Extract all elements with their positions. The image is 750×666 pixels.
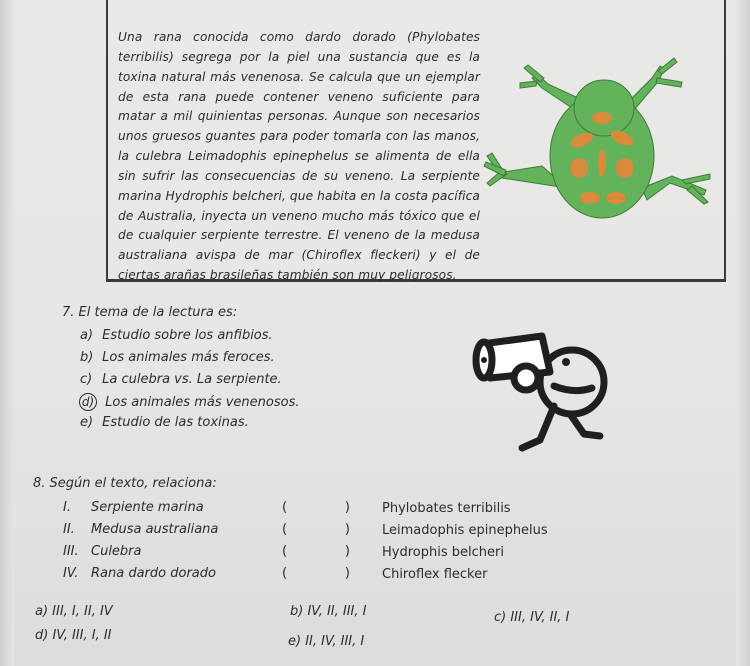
page-edge-left [0, 0, 14, 666]
paren-open: ( [282, 522, 288, 537]
page-edge-right [736, 0, 750, 666]
sci-name-terribilis: terribilis [118, 49, 169, 64]
reading-part-2: ) segrega por la piel una sustancia que es la toxina natural más venenosa. Se calcula que un ejemplar de esta rana puede contener veneno suficiente para matar a mil quinientas personas. Aunque son necesarios unos gruesos guantes para poder tomarla con las manos, la culebra [118, 49, 480, 164]
option-text: La culebra vs. La serpiente. [102, 372, 282, 387]
option-text: Estudio sobre los anfibios. [102, 328, 273, 343]
q7-stem: 7. El tema de la lectura es: [62, 305, 238, 320]
answer-option-d[interactable]: d) IV, III, I, II [35, 628, 112, 643]
reading-part-5: ) y el de ciertas arañas brasileñas también son muy peligrosos. [118, 248, 480, 283]
relation-left-item [63, 566, 216, 581]
frog-illustration [482, 38, 712, 228]
answer-blank[interactable] [282, 522, 350, 537]
option-text: Estudio de las toxinas. [102, 415, 249, 430]
paren-close: ) [344, 522, 350, 537]
relation-left-text: Rana dardo dorado [91, 566, 216, 581]
option-label: a) [80, 328, 94, 343]
relation-right-item: Chiroflex flecker [382, 567, 488, 582]
paren-open: ( [282, 500, 288, 515]
answer-option-b[interactable]: b) IV, II, III, I [290, 604, 367, 619]
answer-option-a[interactable]: a) III, I, II, IV [35, 604, 113, 619]
option-text: Los animales más venenosos. [105, 395, 300, 410]
answer-option-c[interactable]: c) III, IV, II, I [494, 610, 570, 625]
answer-blank[interactable] [282, 544, 350, 559]
roman-numeral: II. [63, 522, 75, 537]
relation-left-item [63, 522, 218, 537]
option-label: c) [80, 372, 93, 387]
sci-name-leimadophis: Leimadophis epinephelus [188, 149, 349, 164]
relation-left-item [63, 544, 142, 559]
answer-blank[interactable] [282, 500, 350, 515]
option-text: Los animales más feroces. [102, 350, 275, 365]
paren-close: ) [344, 544, 350, 559]
q7-option-e[interactable] [80, 415, 249, 430]
q7-option-a[interactable] [80, 328, 273, 343]
reading-part-3: se alimenta de ella sin sufrir las consecuencias de su veneno. La serpiente marina [118, 149, 480, 203]
paren-open: ( [282, 544, 288, 559]
reading-part-1: Una rana conocida como dardo dorado ( [118, 30, 413, 44]
roman-numeral: III. [63, 544, 79, 559]
relation-left-text: Medusa australiana [91, 522, 219, 537]
q7-option-b[interactable] [80, 350, 275, 365]
q8-stem: 8. Según el texto, relaciona: [33, 476, 217, 491]
sci-name-hydrophis: Hydrophis belcheri [165, 188, 282, 203]
q7-option-c[interactable] [80, 372, 282, 387]
q7-option-d-selected[interactable] [79, 393, 300, 411]
relation-left-item [63, 500, 204, 515]
relation-right-item: Leimadophis epinephelus [382, 523, 548, 538]
option-label: b) [80, 350, 94, 365]
relation-left-text: Serpiente marina [91, 500, 204, 515]
paren-open: ( [282, 566, 288, 581]
option-label: e) [80, 415, 94, 430]
sci-name-phylobates: Phylobates [412, 30, 480, 44]
sci-name-chiroflex: Chiroflex fleckeri [306, 248, 416, 263]
roman-numeral: IV. [63, 566, 79, 581]
relation-left-text: Culebra [91, 544, 142, 559]
answer-option-e[interactable]: e) II, IV, III, I [288, 634, 365, 649]
roman-numeral: I. [63, 500, 71, 515]
reading-part-4: , que habita en la costa pacífica de Australia, inyecta un veneno mucho más tóxico que el de cualquier serpiente terrestre. El veneno de la medusa australiana avispa de mar ( [118, 188, 480, 263]
answer-blank[interactable] [282, 566, 350, 581]
relation-right-item: Phylobates terribilis [382, 501, 511, 516]
paren-close: ) [344, 500, 350, 515]
binoculars-character-icon [462, 322, 614, 454]
selected-circle-mark: d) [79, 393, 97, 411]
relation-right-item: Hydrophis belcheri [382, 545, 504, 560]
reading-text [118, 28, 480, 286]
paren-close: ) [344, 566, 350, 581]
